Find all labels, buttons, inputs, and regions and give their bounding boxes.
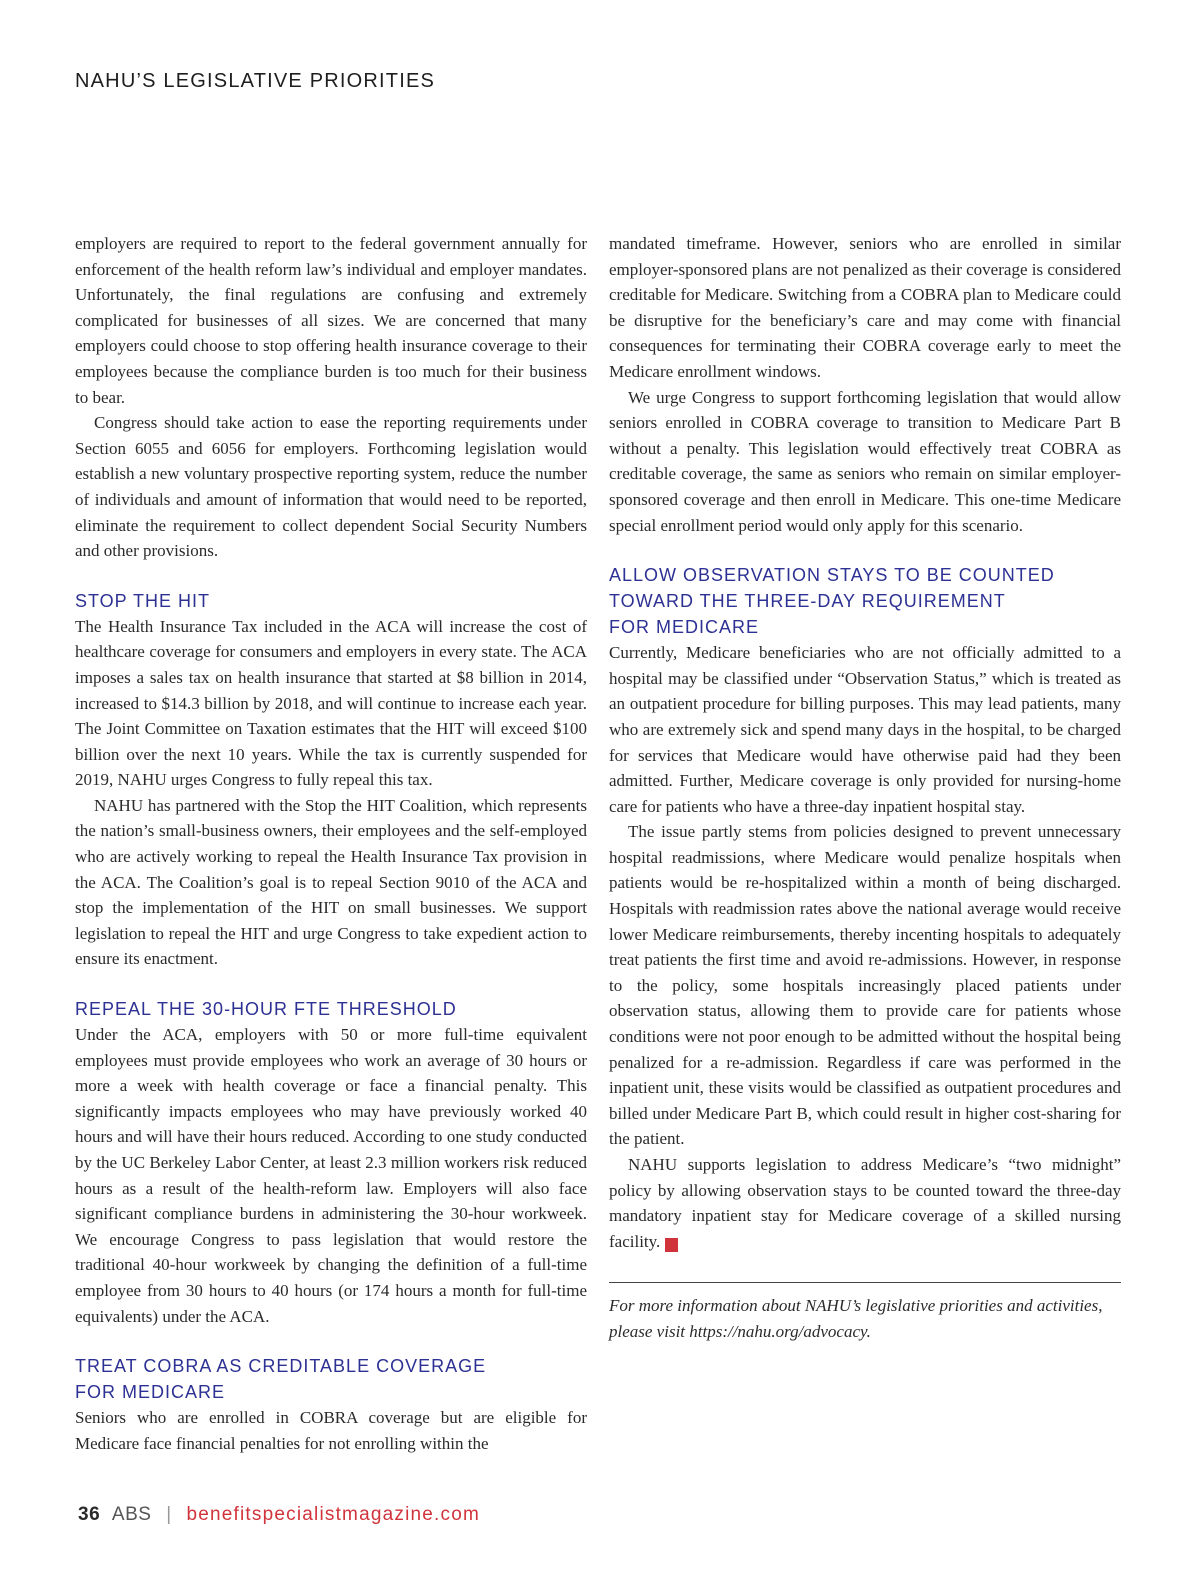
section-title: NAHU’S LEGISLATIVE PRIORITIES bbox=[75, 70, 436, 92]
heading-observation-line1: ALLOW OBSERVATION STAYS TO BE COUNTED bbox=[609, 565, 1055, 586]
cobra-continued-paragraph: We urge Congress to support forthcoming legislation that would allow seniors enrolled in COBRA coverage to transition to Medicare Part B without a penalty. This legislation would effectively treat COBRA as creditable coverage, the same as seniors who remain on similar employer-sponsored coverage and then enroll in Medicare. This one-time Medicare special enrollment period would only apply for this scenario. bbox=[609, 387, 1121, 535]
more-info-note: For more information about NAHU’s legislative priorities and activities, please visit https://nahu.org/advocacy. bbox=[609, 1296, 1103, 1341]
observation-final-text: NAHU supports legislation to address Medicare’s “two midnight” policy by allowing observation stays to be counted toward the three-day mandatory inpatient stay for Medicare coverage of a skilled nursing facility. bbox=[609, 1155, 1121, 1251]
page-number: 36 bbox=[78, 1504, 101, 1525]
intro-paragraph: Congress should take action to ease the reporting requirements under Section 6055 and 6056 for employers. Forthcoming legislation would establish a new voluntary prospective reporting system, reduce the number of individuals and amount of information that would need to be reported, eliminate the requirement to collect dependent Social Security Numbers and other provisions. bbox=[75, 413, 587, 561]
heading-cobra bbox=[75, 1353, 587, 1405]
footer-separator: | bbox=[166, 1504, 172, 1525]
heading-repeal-30-hour: REPEAL THE 30-HOUR FTE THRESHOLD bbox=[75, 999, 457, 1020]
stop-hit-paragraph: NAHU has partnered with the Stop the HIT Coalition, which represents the nation’s small-business owners, their employees and the self-employed who are actively working to repeal the Health Insurance Tax provision in the ACA. The Coalition’s goal is to repeal Section 9010 of the ACA and stop the implementation of the HIT on small businesses. We support legislation to repeal the HIT and urge Congress to take expedient action to ensure its enactment. bbox=[75, 795, 587, 969]
magazine-name: ABS bbox=[111, 1504, 152, 1525]
observation-paragraph-final bbox=[609, 1152, 1121, 1254]
intro-paragraph: employers are required to report to the federal government annually for enforcement of the health reform law’s individual and employer mandates. Unfortunately, the final regulations are confusing and extremely complicated for businesses of all sizes. We are concerned that many employers could choose to stop offering health insurance coverage to their employees because the compliance burden is too much for their business to bear. bbox=[75, 234, 587, 407]
page-footer bbox=[78, 1504, 480, 1526]
magazine-url[interactable]: benefitspecialistmagazine.com bbox=[186, 1504, 480, 1525]
abs-end-mark-icon: ✚ bbox=[665, 1238, 678, 1252]
heading-observation-line3: FOR MEDICARE bbox=[609, 617, 760, 638]
right-column bbox=[609, 231, 1121, 1345]
observation-paragraph: Currently, Medicare beneficiaries who are not officially admitted to a hospital may be classified under “Observation Status,” which is treated as an outpatient procedure for billing purposes. This may lead patients, many who are extremely sick and spend many days in the hospital, to be charged for services that Medicare would have otherwise paid had they been admitted. Further, Medicare coverage is only provided for nursing-home care for patients who have a three-day inpatient hospital stay. bbox=[609, 643, 1121, 816]
heading-cobra-line1: TREAT COBRA AS CREDITABLE COVERAGE bbox=[75, 1356, 487, 1377]
cobra-paragraph: Seniors who are enrolled in COBRA coverage but are eligible for Medicare face financial penalties for not enrolling within the bbox=[75, 1408, 587, 1453]
cobra-continued-paragraph: mandated timeframe. However, seniors who are enrolled in similar employer-sponsored plans are not penalized as their coverage is considered creditable for Medicare. Switching from a COBRA plan to Medicare could be disruptive for the beneficiary’s care and may come with financial consequences for terminating their COBRA coverage early to meet the Medicare enrollment windows. bbox=[609, 234, 1121, 381]
heading-observation-line2: TOWARD THE THREE-DAY REQUIREMENT bbox=[609, 591, 1006, 612]
observation-paragraph: The issue partly stems from policies designed to prevent unnecessary hospital readmissions, where Medicare would penalize hospitals when patients would be re-hospitalized within a month of being discharged. Hospitals with readmission rates above the national average would receive lower Medicare reimbursements, thereby incenting hospitals to adequately treat patients the first time and avoid re-admissions. However, in response to the policy, some hospitals increasingly placed patients under observation status, allowing them to provide care for patients whose conditions were not poor enough to be admitted without the hospital being penalized for a re-admission. Regardless if care was performed in the inpatient unit, these visits would be classified as outpatient procedures and billed under Medicare Part B, which could result in higher cost-sharing for the patient. bbox=[609, 822, 1121, 1149]
divider-rule bbox=[609, 1282, 1121, 1283]
heading-cobra-line2: FOR MEDICARE bbox=[75, 1382, 226, 1403]
repeal-30-hour-paragraph: Under the ACA, employers with 50 or more full-time equivalent employees must provide employees who work an average of 30 hours or more a week with health coverage or face a financial penalty. This significantly impacts employees who may have previously worked 40 hours and will have their hours reduced. According to one study conducted by the UC Berkeley Labor Center, at least 2.3 million workers risk reduced hours as a result of the health-reform law. Employers will also face significant compliance burdens in administering the 30-hour workweek. We encourage Congress to pass legislation that would restore the traditional 40-hour workweek by changing the definition of a full-time employee from 30 hours to 40 hours (or 174 hours a month for full-time equivalents) under the ACA. bbox=[75, 1025, 587, 1326]
stop-hit-paragraph: The Health Insurance Tax included in the ACA will increase the cost of healthcare coverage for consumers and employers in every state. The ACA imposes a sales tax on health insurance that started at $8 billion in 2014, increased to $14.3 billion by 2018, and will continue to increase each year. The Joint Committee on Taxation estimates that the HIT will exceed $100 billion over the next 10 years. While the tax is currently suspended for 2019, NAHU urges Congress to fully repeal this tax. bbox=[75, 616, 587, 790]
heading-stop-the-hit: STOP THE HIT bbox=[75, 590, 211, 611]
left-column bbox=[75, 231, 587, 1456]
heading-observation-stays bbox=[609, 562, 1121, 640]
